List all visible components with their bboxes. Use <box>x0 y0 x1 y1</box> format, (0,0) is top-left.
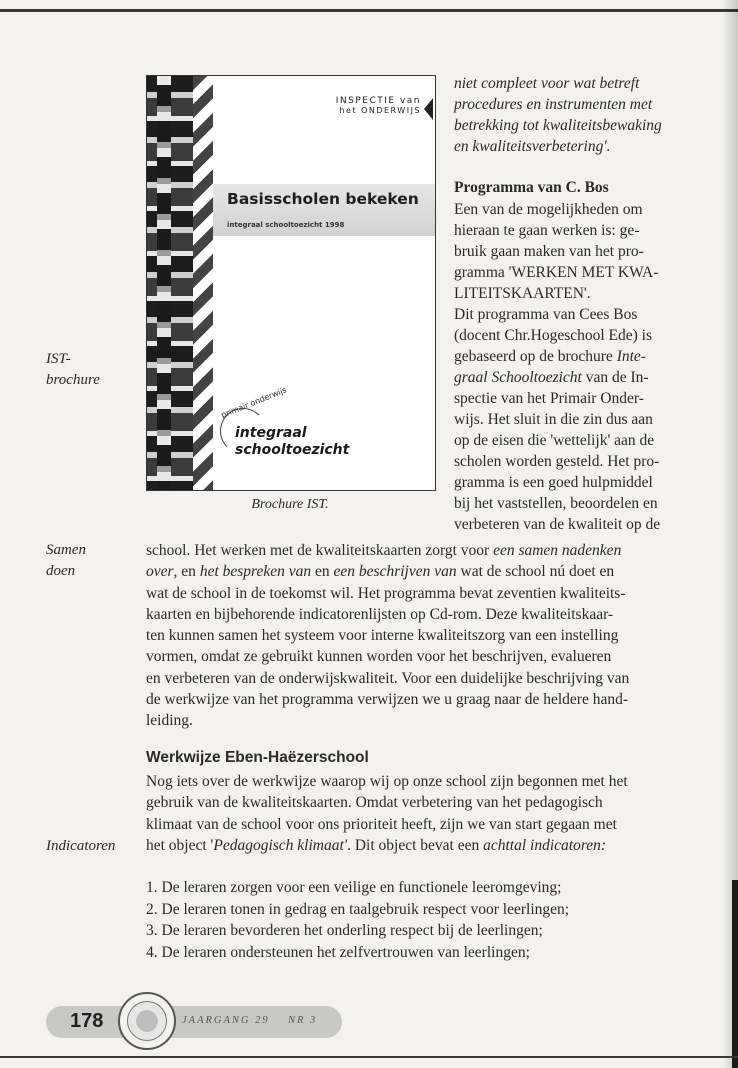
body-line: gramma is een goed hulpmiddel <box>454 474 653 491</box>
body-text-italic: Inte- <box>616 348 646 365</box>
main-line <box>146 561 688 582</box>
page-spine-edge <box>732 880 738 1068</box>
intro-line: en kwaliteitsverbetering'. <box>454 138 611 155</box>
margin-note-samen-line-1: Samen <box>46 542 86 558</box>
section-heading-werkwijze: Werkwijze Eben-Haëzerschool <box>146 749 369 766</box>
section2-text-italic: Pedagogisch klimaat' <box>213 836 348 854</box>
triangle-pattern <box>193 76 213 490</box>
indicator-list <box>146 877 569 963</box>
section2-text: . Dit object bevat een <box>347 836 484 854</box>
main-text: school. Het werken met de kwaliteitskaarten zorgt voor <box>146 542 494 559</box>
page-number: 178 <box>70 1010 104 1032</box>
main-line: ten kunnen samen het systeem voor interne kwaliteitszorg van een instelling <box>146 627 619 645</box>
section2-line <box>146 835 688 856</box>
main-line: vormen, omdat ze gebruikt kunnen worden voor het beschrijven, evalueren <box>146 648 612 666</box>
body-line: scholen worden gesteld. Het pro- <box>454 453 660 470</box>
section-heading-bos: Programma van C. Bos <box>454 179 609 196</box>
margin-note-ist-line-2: brochure <box>46 372 100 388</box>
body-line: bij het vaststellen, beoordelen en <box>454 495 658 512</box>
body-line: verbeteren van de kwaliteit op de <box>454 516 661 533</box>
main-text-italic: een samen nadenken <box>493 542 622 559</box>
section2-text: het object ' <box>146 836 214 854</box>
inspectie-logo <box>336 96 421 115</box>
section2-line: Nog iets over de werkwijze waarop wij op onze school zijn begonnen met het <box>146 773 628 790</box>
margin-note-samen-line-2: doen <box>46 563 76 579</box>
list-item: 3. De leraren bevorderen het onderling respect bij de leerlingen; <box>146 922 543 939</box>
main-line: kaarten en bijbehorende indicatorenlijsten op Cd-rom. Deze kwaliteitskaar- <box>146 605 614 623</box>
body-line: spectie van het Primair Onder- <box>454 390 644 407</box>
body-line <box>454 346 688 367</box>
margin-note-samen <box>46 540 86 582</box>
body-text: van de In- <box>581 369 649 386</box>
body-line: wijs. Het sluit in die zin dus aan <box>454 411 653 428</box>
seal-inner-icon <box>127 1001 167 1041</box>
figure-caption: Brochure IST. <box>251 497 329 512</box>
list-item: 4. De leraren ondersteunen het zelfvertrouwen van leerlingen; <box>146 943 530 961</box>
main-line: de werkwijze van het programma verwijzen we u graag naar de heldere hand- <box>146 691 628 709</box>
body-line <box>454 367 688 388</box>
bottom-rule <box>0 1056 738 1058</box>
body-line: (docent Chr.Hogeschool Ede) is <box>454 327 653 344</box>
margin-note-ist <box>46 349 100 391</box>
body-line: Dit programma van Cees Bos <box>454 306 638 323</box>
body-line: op de eisen die 'wettelijk' aan de <box>454 432 655 449</box>
main-line: wat de school in de toekomst wil. Het programma bevat zeventien kwaliteits- <box>146 584 626 602</box>
section2-line: gebruik van de kwaliteitskaarten. Omdat verbetering van het pedagogisch <box>146 794 603 812</box>
body-line: LITEITSKAARTEN'. <box>454 285 591 302</box>
main-text-italic: een beschrijven van <box>333 563 457 581</box>
top-rule <box>0 9 738 12</box>
intro-quote <box>454 73 688 157</box>
list-item: 2. De leraren tonen in gedrag en taalgebruik respect voor leerlingen; <box>146 900 570 918</box>
main-text-italic: het bespreken van <box>199 563 312 581</box>
logo-line-2: het ONDERWIJS <box>339 106 421 115</box>
margin-note-ist-line-1: IST- <box>46 351 71 367</box>
body-text-italic: graal Schooltoezicht <box>454 369 582 386</box>
section2-line: klimaat van de school voor ons prioriteit heeft, zijn we van start gegaan met <box>146 815 617 833</box>
footer-volume: JAARGANG 29 <box>182 1015 270 1026</box>
main-text-italic: over <box>146 563 174 581</box>
main-line: leiding. <box>146 712 193 730</box>
ist-brand-line-1: integraal <box>235 425 307 441</box>
intro-line: betrekking tot kwaliteitsbewaking <box>454 117 662 134</box>
intro-line: niet compleet voor wat betreft <box>454 75 640 92</box>
photo-strip-detail <box>157 76 171 490</box>
intro-line: procedures en instrumenten met <box>454 96 653 113</box>
brochure-cover-image <box>146 75 436 491</box>
body-line: hieraan te gaan werken is: ge- <box>454 222 640 239</box>
main-text: , en <box>173 563 200 581</box>
cover-title: Basisscholen bekeken <box>227 190 419 208</box>
body-line: bruik gaan maken van het pro- <box>454 243 644 260</box>
main-text: en <box>311 563 334 581</box>
ist-logo-arc-text: primair onderwijs <box>219 385 288 420</box>
main-text: wat de school nú doet en <box>456 563 615 581</box>
main-paragraph <box>146 540 688 732</box>
logo-line-1: INSPECTIE van <box>335 96 421 106</box>
body-line: gramma 'WERKEN MET KWA- <box>454 264 659 281</box>
margin-note-indicatoren: Indicatoren <box>46 838 116 854</box>
right-column-body <box>454 199 688 535</box>
main-line <box>146 540 688 561</box>
main-line: en verbeteren van de onderwijskwaliteit. Voor een duidelijke beschrijving van <box>146 669 630 687</box>
body-text: gebaseerd op de brochure <box>454 348 617 365</box>
footer-issue: NR 3 <box>288 1015 318 1026</box>
ist-brand-line-2: schooltoezicht <box>235 442 350 458</box>
body-line: Een van de mogelijkheden om <box>454 201 643 218</box>
section2-text-italic: achttal indicatoren: <box>483 836 607 854</box>
cover-subtitle: integraal schooltoezicht 1998 <box>227 221 345 229</box>
section2-paragraph <box>146 771 688 856</box>
logo-arrow-icon <box>424 98 433 120</box>
list-item: 1. De leraren zorgen voor een veilige en functionele leeromgeving; <box>146 879 562 896</box>
